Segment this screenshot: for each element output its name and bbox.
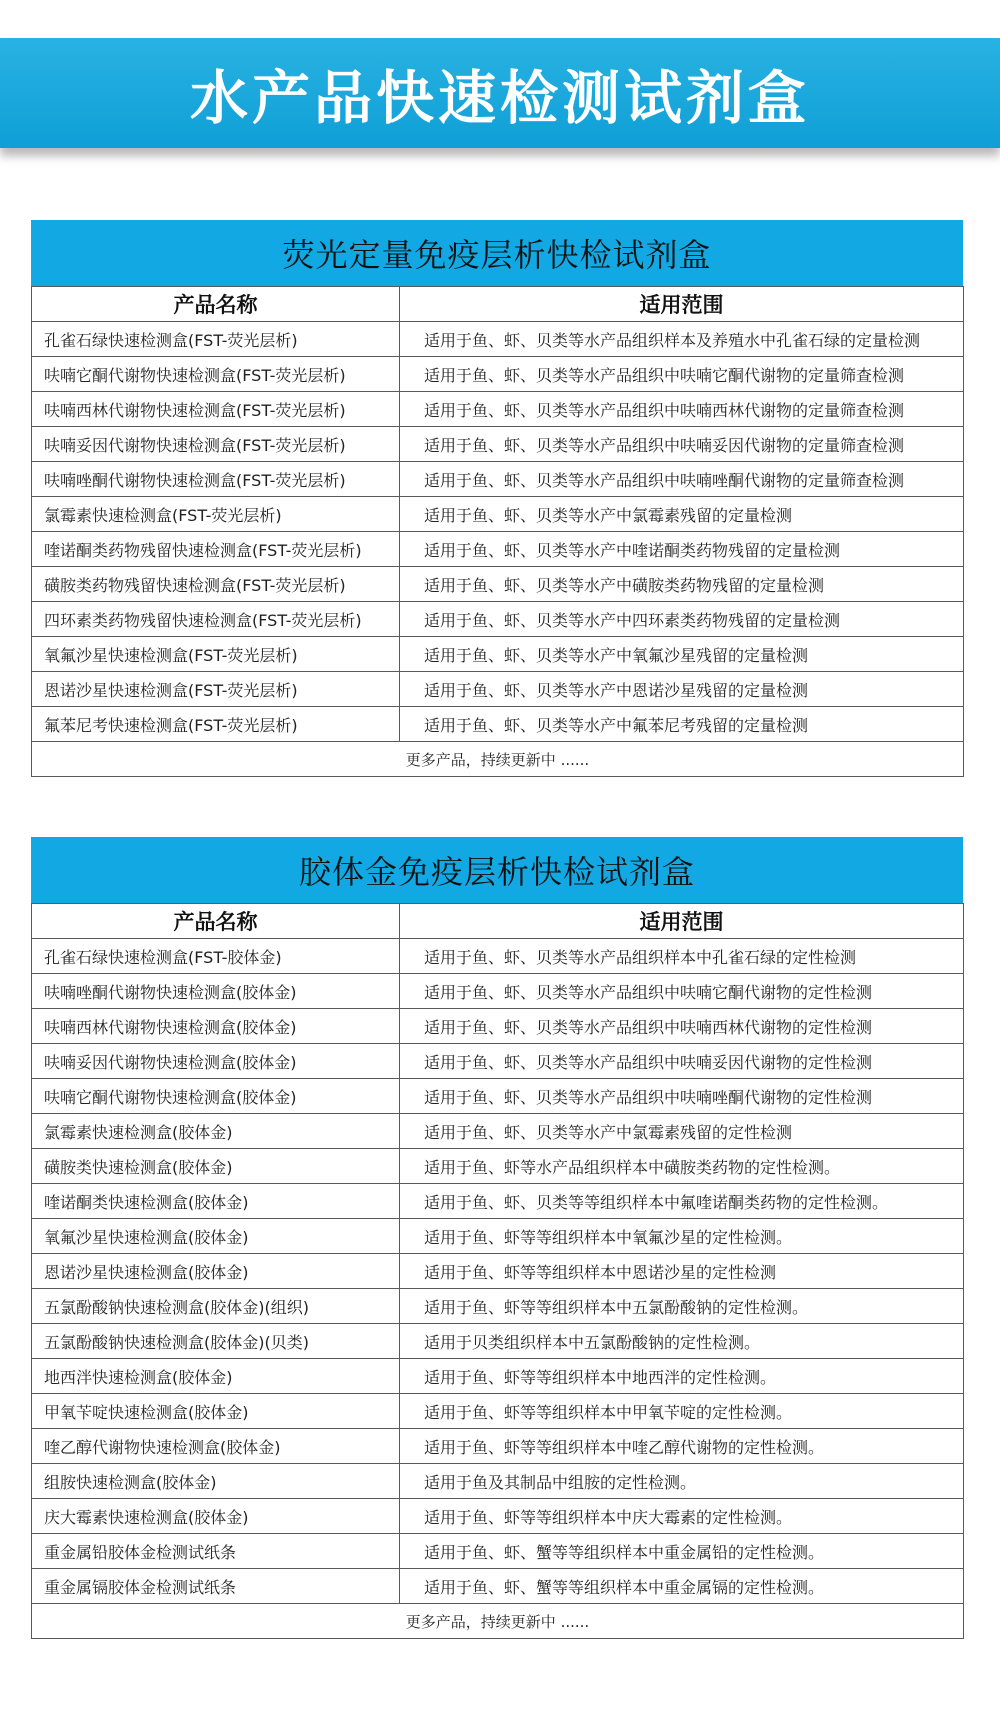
table-row: [32, 1429, 964, 1464]
product-scope-cell: 适用于鱼、虾、贝类等水产品组织样本及养殖水中孔雀石绿的定量检测: [400, 322, 964, 357]
table-row: [32, 707, 964, 742]
product-name-cell: 呋喃唑酮代谢物快速检测盒(FST-荧光层析): [32, 462, 400, 497]
more-products-note: 更多产品，持续更新中 ......: [32, 1604, 964, 1639]
table-row: [32, 1219, 964, 1254]
table-row: [32, 974, 964, 1009]
section-title: 荧光定量免疫层析快检试剂盒: [31, 220, 963, 286]
product-scope-cell: 适用于鱼、虾、贝类等水产品组织中呋喃它酮代谢物的定性检测: [400, 974, 964, 1009]
product-name-cell: 重金属镉胶体金检测试纸条: [32, 1569, 400, 1604]
product-scope-cell: 适用于鱼、虾等等组织样本中地西泮的定性检测。: [400, 1359, 964, 1394]
page-banner: [0, 38, 1000, 148]
table-row: [32, 1359, 964, 1394]
product-table: [31, 903, 964, 1639]
table-row: [32, 1394, 964, 1429]
product-name-cell: 孔雀石绿快速检测盒(FST-荧光层析): [32, 322, 400, 357]
table-row: [32, 392, 964, 427]
product-scope-cell: 适用于鱼、虾等等组织样本中恩诺沙星的定性检测: [400, 1254, 964, 1289]
table-row: [32, 1044, 964, 1079]
product-scope-cell: 适用于鱼、虾、贝类等水产中氧氟沙星残留的定量检测: [400, 637, 964, 672]
table-row: [32, 357, 964, 392]
product-scope-cell: 适用于鱼、虾、贝类等水产品组织中呋喃西林代谢物的定量筛查检测: [400, 392, 964, 427]
product-scope-cell: 适用于鱼、虾、蟹等等组织样本中重金属铅的定性检测。: [400, 1534, 964, 1569]
product-scope-cell: 适用于鱼、虾、贝类等水产品组织中呋喃唑酮代谢物的定量筛查检测: [400, 462, 964, 497]
product-scope-cell: 适用于鱼、虾、蟹等等组织样本中重金属镉的定性检测。: [400, 1569, 964, 1604]
product-name-cell: 氧氟沙星快速检测盒(胶体金): [32, 1219, 400, 1254]
product-scope-cell: 适用于鱼、虾、贝类等水产中氟苯尼考残留的定量检测: [400, 707, 964, 742]
product-name-cell: 喹诺酮类快速检测盒(胶体金): [32, 1184, 400, 1219]
table-row: [32, 322, 964, 357]
product-name-cell: 呋喃它酮代谢物快速检测盒(胶体金): [32, 1079, 400, 1114]
table-row: [32, 1289, 964, 1324]
table-header-row: [32, 904, 964, 939]
product-scope-cell: 适用于鱼、虾等等组织样本中喹乙醇代谢物的定性检测。: [400, 1429, 964, 1464]
product-name-cell: 呋喃西林代谢物快速检测盒(FST-荧光层析): [32, 392, 400, 427]
product-name-cell: 呋喃西林代谢物快速检测盒(胶体金): [32, 1009, 400, 1044]
product-name-cell: 组胺快速检测盒(胶体金): [32, 1464, 400, 1499]
product-scope-cell: 适用于鱼、虾、贝类等水产中四环素类药物残留的定量检测: [400, 602, 964, 637]
product-scope-cell: 适用于鱼、虾、贝类等水产品组织中呋喃唑酮代谢物的定性检测: [400, 1079, 964, 1114]
product-scope-cell: 适用于鱼、虾等等组织样本中甲氧苄啶的定性检测。: [400, 1394, 964, 1429]
table-row: [32, 427, 964, 462]
product-name-cell: 呋喃唑酮代谢物快速检测盒(胶体金): [32, 974, 400, 1009]
table-row: [32, 1464, 964, 1499]
more-products-row: [32, 1604, 964, 1639]
product-scope-cell: 适用于鱼、虾等等组织样本中氧氟沙星的定性检测。: [400, 1219, 964, 1254]
product-scope-cell: 适用于鱼、虾、贝类等水产品组织中呋喃它酮代谢物的定量筛查检测: [400, 357, 964, 392]
product-scope-cell: 适用于鱼、虾、贝类等水产品组织中呋喃妥因代谢物的定量筛查检测: [400, 427, 964, 462]
product-name-cell: 孔雀石绿快速检测盒(FST-胶体金): [32, 939, 400, 974]
product-name-cell: 磺胺类快速检测盒(胶体金): [32, 1149, 400, 1184]
product-scope-cell: 适用于鱼、虾、贝类等水产中磺胺类药物残留的定量检测: [400, 567, 964, 602]
product-name-cell: 呋喃妥因代谢物快速检测盒(FST-荧光层析): [32, 427, 400, 462]
table-row: [32, 1534, 964, 1569]
product-scope-cell: 适用于鱼、虾等水产品组织样本中磺胺类药物的定性检测。: [400, 1149, 964, 1184]
product-scope-cell: 适用于鱼、虾、贝类等等组织样本中氟喹诺酮类药物的定性检测。: [400, 1184, 964, 1219]
product-name-cell: 呋喃妥因代谢物快速检测盒(胶体金): [32, 1044, 400, 1079]
column-header-scope: 适用范围: [400, 904, 964, 939]
table-row: [32, 1184, 964, 1219]
table-row: [32, 567, 964, 602]
table-row: [32, 497, 964, 532]
product-table: [31, 286, 964, 777]
table-row: [32, 462, 964, 497]
more-products-row: [32, 742, 964, 777]
table-row: [32, 1324, 964, 1359]
table-row: [32, 532, 964, 567]
product-name-cell: 恩诺沙星快速检测盒(FST-荧光层析): [32, 672, 400, 707]
product-scope-cell: 适用于鱼、虾、贝类等水产品组织中呋喃西林代谢物的定性检测: [400, 1009, 964, 1044]
product-name-cell: 氟苯尼考快速检测盒(FST-荧光层析): [32, 707, 400, 742]
page-title: 水产品快速检测试剂盒: [189, 64, 810, 132]
more-products-note: 更多产品，持续更新中 ......: [32, 742, 964, 777]
table-row: [32, 602, 964, 637]
table-row: [32, 1079, 964, 1114]
product-name-cell: 磺胺类药物残留快速检测盒(FST-荧光层析): [32, 567, 400, 602]
table-row: [32, 1114, 964, 1149]
product-scope-cell: 适用于鱼、虾、贝类等水产中恩诺沙星残留的定量检测: [400, 672, 964, 707]
product-name-cell: 重金属铅胶体金检测试纸条: [32, 1534, 400, 1569]
product-name-cell: 庆大霉素快速检测盒(胶体金): [32, 1499, 400, 1534]
product-scope-cell: 适用于鱼及其制品中组胺的定性检测。: [400, 1464, 964, 1499]
column-header-scope: 适用范围: [400, 287, 964, 322]
colloidal-gold-section: [31, 837, 963, 1639]
table-row: [32, 1254, 964, 1289]
table-row: [32, 1569, 964, 1604]
product-scope-cell: 适用于鱼、虾、贝类等水产中氯霉素残留的定量检测: [400, 497, 964, 532]
product-scope-cell: 适用于贝类组织样本中五氯酚酸钠的定性检测。: [400, 1324, 964, 1359]
product-name-cell: 五氯酚酸钠快速检测盒(胶体金)(贝类): [32, 1324, 400, 1359]
product-name-cell: 氯霉素快速检测盒(FST-荧光层析): [32, 497, 400, 532]
table-row: [32, 637, 964, 672]
product-name-cell: 喹乙醇代谢物快速检测盒(胶体金): [32, 1429, 400, 1464]
fluorescence-section: [31, 220, 963, 777]
product-scope-cell: 适用于鱼、虾等等组织样本中庆大霉素的定性检测。: [400, 1499, 964, 1534]
product-name-cell: 五氯酚酸钠快速检测盒(胶体金)(组织): [32, 1289, 400, 1324]
product-name-cell: 氧氟沙星快速检测盒(FST-荧光层析): [32, 637, 400, 672]
product-name-cell: 喹诺酮类药物残留快速检测盒(FST-荧光层析): [32, 532, 400, 567]
product-name-cell: 地西泮快速检测盒(胶体金): [32, 1359, 400, 1394]
table-row: [32, 1149, 964, 1184]
table-header-row: [32, 287, 964, 322]
product-name-cell: 呋喃它酮代谢物快速检测盒(FST-荧光层析): [32, 357, 400, 392]
column-header-name: 产品名称: [32, 287, 400, 322]
product-scope-cell: 适用于鱼、虾、贝类等水产品组织样本中孔雀石绿的定性检测: [400, 939, 964, 974]
product-scope-cell: 适用于鱼、虾等等组织样本中五氯酚酸钠的定性检测。: [400, 1289, 964, 1324]
table-row: [32, 1499, 964, 1534]
product-name-cell: 氯霉素快速检测盒(胶体金): [32, 1114, 400, 1149]
product-name-cell: 甲氧苄啶快速检测盒(胶体金): [32, 1394, 400, 1429]
product-name-cell: 恩诺沙星快速检测盒(胶体金): [32, 1254, 400, 1289]
section-title: 胶体金免疫层析快检试剂盒: [31, 837, 963, 903]
table-row: [32, 1009, 964, 1044]
product-scope-cell: 适用于鱼、虾、贝类等水产中氯霉素残留的定性检测: [400, 1114, 964, 1149]
product-scope-cell: 适用于鱼、虾、贝类等水产品组织中呋喃妥因代谢物的定性检测: [400, 1044, 964, 1079]
product-name-cell: 四环素类药物残留快速检测盒(FST-荧光层析): [32, 602, 400, 637]
column-header-name: 产品名称: [32, 904, 400, 939]
table-row: [32, 672, 964, 707]
table-row: [32, 939, 964, 974]
product-scope-cell: 适用于鱼、虾、贝类等水产中喹诺酮类药物残留的定量检测: [400, 532, 964, 567]
